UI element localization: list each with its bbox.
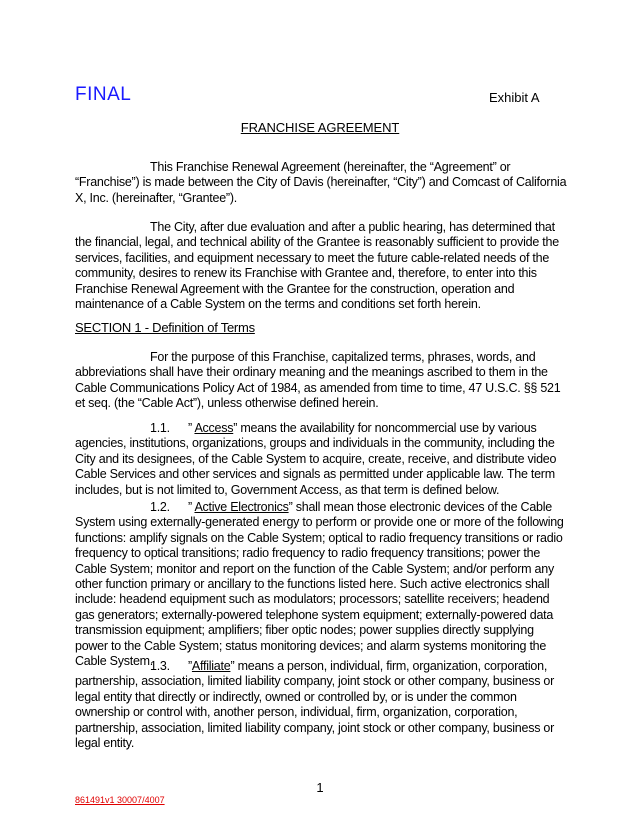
section-heading: SECTION 1 - Definition of Terms bbox=[75, 320, 255, 335]
intro-paragraph bbox=[75, 160, 568, 206]
definition-open-quote: ” bbox=[188, 500, 195, 514]
definition-text: means a person, individual, firm, organization, corporation, partnership, association, limited liability company, joint stock or other company, business or legal entity that directly or indirectly, owned or controlled by, or is under the common ownership or control with, another person, individual, firm, organization, corporation, partnership, association, limited liability company, joint stock or other company, business or legal entity. bbox=[75, 659, 555, 751]
exhibit-label: Exhibit A bbox=[489, 90, 540, 105]
recital-paragraph bbox=[75, 220, 568, 312]
definition-number: 1.2. bbox=[150, 500, 170, 514]
definition-term: Access bbox=[194, 421, 234, 435]
definition-number: 1.1. bbox=[150, 421, 170, 435]
definition-term: Affiliate bbox=[191, 659, 231, 673]
final-label: FINAL bbox=[75, 84, 132, 105]
definition-open-quote: ” bbox=[188, 659, 192, 673]
recital-paragraph-text: The City, after due evaluation and after a public hearing, has determined that the financial, legal, and technical ability of the Grantee is reasonably sufficient to provide the services, facilities, and equipment necessary to meet the future cable-related needs of the community, desires to renew its Franchise with Grantee and, therefore, to enter into this Franchise Renewal Agreement with the Grantee for the construction, operation and maintenance of a Cable System on the terms and conditions set forth herein. bbox=[75, 220, 559, 312]
definition-affiliate bbox=[75, 659, 568, 751]
definition-close-quote: ” bbox=[233, 421, 238, 435]
intro-paragraph-text: This Franchise Renewal Agreement (hereinafter, the “Agreement” or “Franchise”) is made between the City of Davis (hereinafter, “City”) and Comcast of California X, Inc. (hereinafter, “Grantee”). bbox=[75, 160, 567, 205]
definition-close-quote: ” bbox=[230, 659, 235, 673]
definition-number: 1.3. bbox=[150, 659, 170, 673]
definitions-intro bbox=[75, 350, 568, 412]
page-number: 1 bbox=[316, 780, 324, 795]
document-id: 861491v1 30007/4007 bbox=[75, 795, 165, 805]
definition-text: means the availability for noncommercial use by various agencies, institutions, organizations, groups and individuals in the community, including the City and its designees, of the Cable System to acquire, create, receive, and distribute video Cable Services and other services and signals as permitted under applicable law. The term includes, but is not limited to, Government Access, as that term is defined below. bbox=[75, 421, 557, 497]
definition-term: Active Electronics bbox=[194, 500, 289, 514]
definition-open-quote: ” bbox=[188, 421, 195, 435]
document-title: FRANCHISE AGREEMENT bbox=[240, 120, 400, 135]
definition-access bbox=[75, 421, 568, 498]
definitions-intro-text: For the purpose of this Franchise, capitalized terms, phrases, words, and abbreviations shall have their ordinary meaning and the meanings ascribed to them in the Cable Communications Policy Act of 1984, as amended from time to time, 47 U.S.C. §§ 521 et seq. (the “Cable Act”), unless otherwise defined herein. bbox=[75, 350, 561, 411]
definition-text: shall mean those electronic devices of the Cable System using externally-generated energy to perform or provide one or more of the following functions: amplify signals on the Cable System; optical to radio frequency transitions or radio frequency to optical transitions; radio frequency to radio frequency transitions; power the Cable System; monitor and report on the function of the Cable System; and/or perform any other function primary or ancillary to the functions listed here. Such active electronics shall include: headend equipment such as modulators; processors; satellite receivers; headend gas generators; externally-powered telephone system equipment; externally-powered data transmission equipment; amplifiers; fiber optic nodes; power supplies directly supplying power to the Cable System; status monitoring devices; and alarm systems monitoring the Cable System. bbox=[75, 500, 564, 669]
definition-close-quote: ” bbox=[288, 500, 293, 514]
definition-active-electronics bbox=[75, 500, 568, 669]
